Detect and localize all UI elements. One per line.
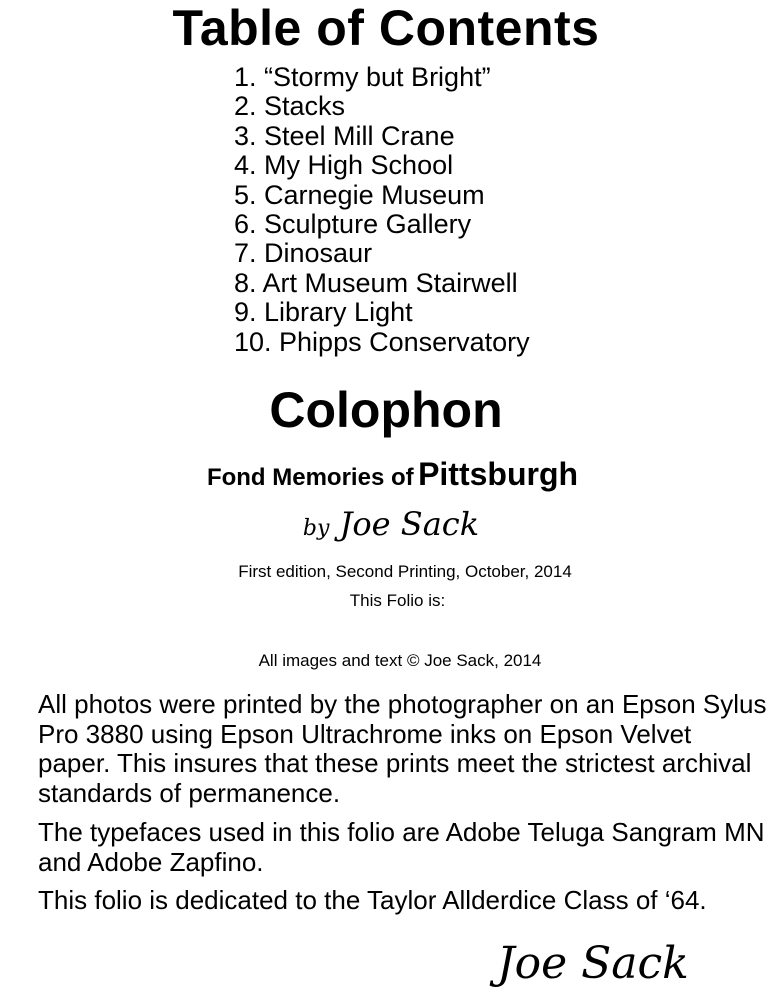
toc-item: 9. Library Light	[234, 297, 413, 328]
author-byline	[0, 502, 772, 551]
toc-item: 7. Dinosaur	[234, 238, 373, 269]
author-name: Joe Sack	[339, 505, 480, 543]
book-title-place: Pittsburgh	[418, 456, 579, 492]
toc-item: 4. My High School	[234, 150, 454, 181]
copyright-line: All images and text © Joe Sack, 2014	[258, 651, 542, 670]
author-signature: Joe Sack	[497, 938, 689, 989]
toc-list	[234, 63, 530, 357]
dedication-paragraph: This folio is dedicated to the Taylor Allderdice Class of ‘64.	[38, 885, 707, 915]
author-by: by	[302, 516, 330, 541]
toc-item: 1. “Stormy but Bright”	[234, 62, 491, 92]
toc-heading: Table of Contents	[172, 0, 600, 56]
colophon-heading: Colophon	[269, 382, 503, 438]
book-title	[0, 456, 772, 493]
toc-item: 3. Steel Mill Crane	[234, 120, 455, 151]
toc-item: 2. Stacks	[234, 91, 346, 122]
toc-item: 6. Sculpture Gallery	[234, 209, 472, 240]
toc-item: 8. Art Museum Stairwell	[234, 267, 518, 298]
toc-item: 5. Carnegie Museum	[234, 179, 485, 210]
book-title-prefix: Fond Memories of	[206, 464, 414, 491]
folio-number-line: This Folio is:	[349, 591, 446, 610]
printing-paragraph: All photos were printed by the photographer on an Epson Sylus Pro 3880 using Epson Ultrachrome inks on Epson Velvet paper. This insures that these prints meet the strictest archival standards of permanence.	[38, 689, 767, 808]
toc-item: 10. Phipps Conservatory	[234, 326, 530, 357]
typeface-paragraph: The typefaces used in this folio are Adobe Teluga Sangram MN and Adobe Zapfino.	[38, 817, 765, 877]
edition-line: First edition, Second Printing, October, 2014	[238, 562, 572, 581]
